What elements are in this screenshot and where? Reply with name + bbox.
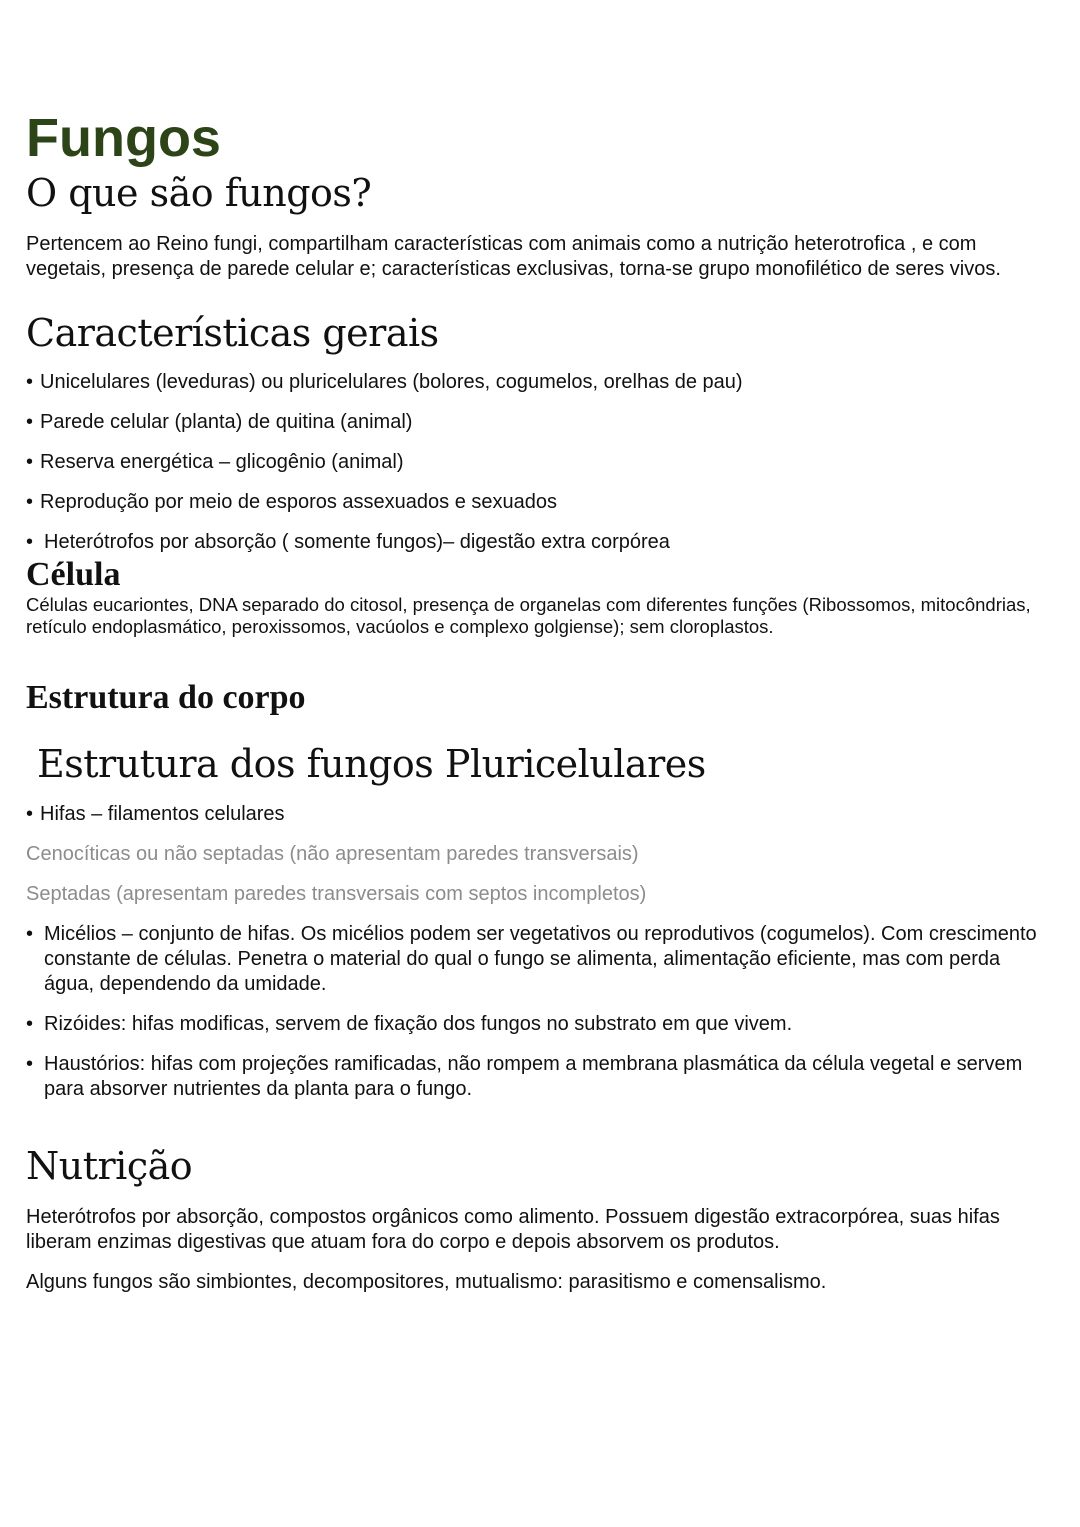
bullet-icon: • [26,371,34,393]
pluricellular-heading: Estrutura dos fungos Pluricelulares [37,742,706,786]
bullet-icon: • [26,1053,34,1075]
bullet-icon: • [26,451,34,473]
nutrition-heading: Nutrição [26,1144,193,1188]
cell-heading: Célula [26,556,121,593]
general-item: • Heterótrofos por absorção ( somente fungos)– digestão extra corpórea [26,531,670,553]
general-heading: Características gerais [26,311,439,355]
intro-text: Pertencem ao Reino fungi, compartilham características com animais como a nutrição heterotrofica , e com vegetais, presença de parede celular e; características exclusivas, torna-se grupo monofilético de seres vivos. [26,233,1001,280]
bullet-icon: • [26,923,34,945]
bullet-icon: • [26,531,34,553]
general-item: • Unicelulares (leveduras) ou pluricelulares (bolores, cogumelos, orelhas de pau) [26,371,743,393]
hifa-type: Cenocíticas ou não septadas (não apresentam paredes transversais) [26,843,639,865]
intro-heading: O que são fungos? [26,171,372,215]
bullet-icon: • [26,803,34,825]
structure-item: • Micélios – conjunto de hifas. Os micélios podem ser vegetativos ou reprodutivos (cogumelos). Com crescimento constante de células. Penetra o material do qual o fungo se alimenta, alimentação eficiente, mas com perda água, dependendo da umidade. [26,923,1037,995]
page-title: Fungos [26,108,221,168]
general-item: • Reprodução por meio de esporos assexuados e sexuados [26,491,557,513]
bullet-icon: • [26,411,34,433]
body-structure-heading: Estrutura do corpo [26,679,306,716]
hifas-item: • Hifas – filamentos celulares [26,803,285,825]
bullet-icon: • [26,491,34,513]
structure-item: • Haustórios: hifas com projeções ramificadas, não rompem a membrana plasmática da célula vegetal e servem para absorver nutrientes da planta para o fungo. [26,1053,1023,1100]
nutrition-text: Alguns fungos são simbiontes, decompositores, mutualismo: parasitismo e comensalismo. [26,1271,827,1293]
bullet-icon: • [26,1013,34,1035]
nutrition-text: Heterótrofos por absorção, compostos orgânicos como alimento. Possuem digestão extracorpórea, suas hifas liberam enzimas digestivas que atuam fora do corpo e depois absorvem os produtos. [26,1206,1000,1253]
cell-text: Células eucariontes, DNA separado do citosol, presença de organelas com diferentes funções (Ribossomos, mitocôndrias, retículo endoplasmático, peroxissomos, vacúolos e complexo golgiense); sem cloroplastos. [26,594,1031,637]
structure-item: • Rizóides: hifas modificas, servem de fixação dos fungos no substrato em que vivem. [26,1013,793,1035]
general-item: • Parede celular (planta) de quitina (animal) [26,411,413,433]
general-item: • Reserva energética – glicogênio (animal) [26,451,404,473]
hifa-type: Septadas (apresentam paredes transversais com septos incompletos) [26,883,647,905]
